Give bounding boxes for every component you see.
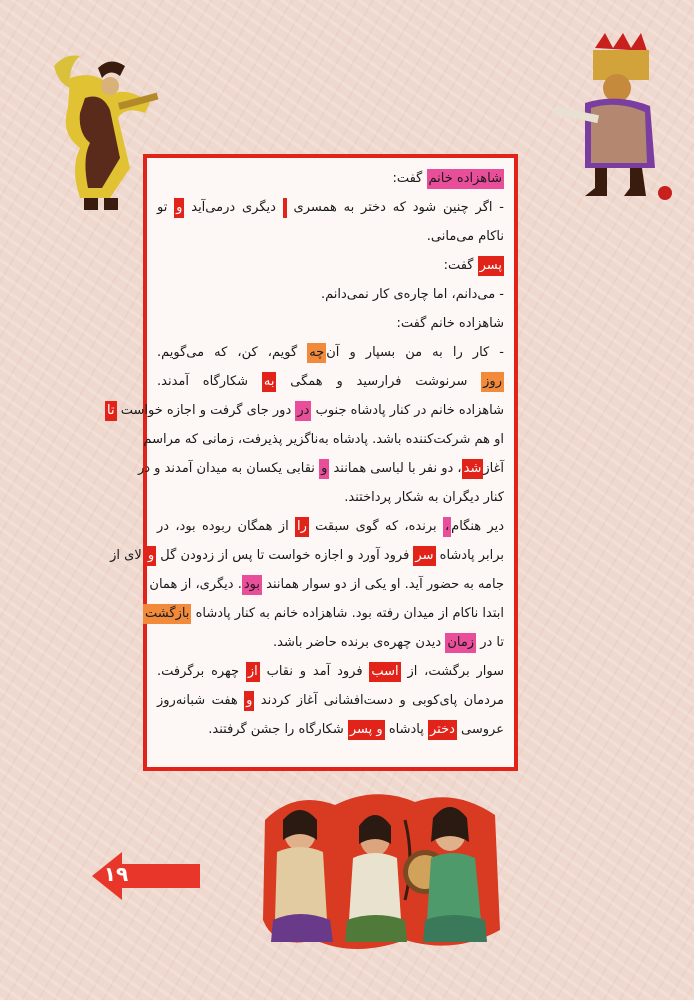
highlighted-word: شد — [462, 459, 484, 479]
story-text — [107, 164, 505, 744]
text-fragment: برابر پادشاه — [435, 548, 504, 563]
highlighted-word: بود — [242, 575, 262, 595]
text-line — [107, 396, 504, 425]
text-fragment: - می‌دانم، اما چاره‌ی کار نمی‌دانم. — [320, 287, 504, 302]
highlighted-word: به — [262, 372, 277, 392]
text-fragment: - کار را به من بسپار و آن — [326, 345, 504, 360]
highlighted-word: پسر — [478, 256, 504, 276]
highlighted-word: در — [295, 401, 311, 421]
musicians-illustration — [255, 780, 505, 958]
text-fragment: از همگان ربوده بود، در — [157, 519, 295, 534]
text-fragment: کنار دیگران به شکار پرداختند. — [344, 490, 504, 505]
highlighted-word: و — [174, 198, 184, 218]
highlighted-word: زمان — [445, 633, 476, 653]
text-fragment: سوار برگشت، از — [400, 664, 505, 679]
text-fragment: سرنوشت فرارسید و همگی — [276, 374, 482, 389]
text-fragment: شاهزاده خانم گفت: — [396, 316, 504, 331]
highlighted-word: دختر — [428, 720, 457, 740]
text-line — [157, 715, 504, 744]
text-fragment: گفت: — [443, 258, 478, 273]
highlighted-word: و — [319, 459, 329, 479]
text-fragment: آغاز — [483, 461, 504, 476]
text-fragment: فرود آمد و نقاب — [259, 664, 370, 679]
text-line — [143, 425, 504, 454]
text-line — [157, 512, 504, 541]
highlighted-word: چه — [307, 343, 326, 363]
highlighted-word: سر — [413, 546, 435, 566]
text-fragment: عروسی — [456, 722, 504, 737]
text-fragment: تا در — [476, 635, 504, 650]
highlighted-word: و پسر — [348, 720, 385, 740]
text-fragment: شکارگاه را جشن گرفتند. — [208, 722, 348, 737]
text-fragment: دیدن چهره‌ی برنده حاضر باشد. — [273, 635, 446, 650]
text-fragment: دیر هنگام — [451, 519, 504, 534]
horn-player-illustration-right — [555, 28, 685, 203]
text-fragment: نقابی یکسان به میدان آمدند و در — [137, 461, 320, 476]
text-line — [157, 483, 504, 512]
text-fragment: ، دو نفر با لباسی همانند — [329, 461, 462, 476]
text-line — [157, 338, 504, 367]
highlighted-word: ، — [443, 517, 451, 537]
text-fragment: شاهزاده خانم در کنار پادشاه جنوب — [311, 403, 504, 418]
highlighted-word: شاهزاده خانم — [427, 169, 505, 189]
highlighted-word: بازگشت — [143, 604, 191, 624]
text-line — [110, 541, 504, 570]
text-line — [149, 570, 504, 599]
story-text-frame — [107, 154, 518, 771]
text-line — [157, 193, 504, 222]
highlighted-word: و — [244, 691, 254, 711]
text-fragment: پادشاه — [384, 722, 428, 737]
page-number: ۱۹ — [103, 862, 129, 886]
highlighted-word: روز — [481, 372, 504, 392]
text-fragment: دیگری درمی‌آید — [184, 200, 283, 215]
text-fragment: جامه به حضور آید. او یکی از دو سوار همانند — [261, 577, 504, 592]
text-line — [157, 628, 504, 657]
text-line — [157, 164, 504, 193]
text-fragment: شکارگاه آمدند. — [157, 374, 262, 389]
text-line — [157, 280, 504, 309]
text-line — [157, 657, 504, 686]
text-fragment: ابتدا ناکام از میدان رفته بود. شاهزاده خانم به کنار پادشاه — [191, 606, 504, 621]
text-fragment: - اگر چنین شود که دختر به همسری — [286, 200, 504, 215]
text-fragment: چهره برگرفت. — [157, 664, 246, 679]
text-fragment: برنده، که گوی سبقت — [308, 519, 443, 534]
text-fragment: گویم، کن، که می‌گویم. — [157, 345, 308, 360]
text-line — [157, 686, 504, 715]
text-fragment: . دیگری، از همان — [149, 577, 242, 592]
highlighted-word: را — [295, 517, 309, 537]
text-fragment: هفت شبانه‌روز — [157, 693, 245, 708]
text-fragment: گفت: — [392, 171, 427, 186]
text-line — [157, 309, 504, 338]
text-line — [157, 251, 504, 280]
text-fragment: تو — [157, 200, 175, 215]
text-fragment: ناکام می‌مانی. — [426, 229, 504, 244]
text-fragment: لای از — [110, 548, 146, 563]
text-line — [145, 599, 504, 628]
text-fragment: مردمان پای‌کوبی و دست‌افشانی آغاز کردند — [254, 693, 504, 708]
text-line — [157, 222, 504, 251]
text-line — [137, 454, 504, 483]
highlighted-word: و — [146, 546, 156, 566]
highlighted-word: از — [246, 662, 260, 682]
text-fragment: او هم شرکت‌کننده باشد. پادشاه به‌ناگزیر پذیرفت، زمانی که مراسم — [143, 432, 504, 447]
text-fragment: دور جای گرفت و اجازه خواست — [116, 403, 296, 418]
highlighted-word: تا — [105, 401, 117, 421]
text-line — [157, 367, 504, 396]
highlighted-word: اسب — [369, 662, 400, 682]
text-fragment: فرود آورد و اجازه خواست تا پس از زدودن گل — [156, 548, 414, 563]
